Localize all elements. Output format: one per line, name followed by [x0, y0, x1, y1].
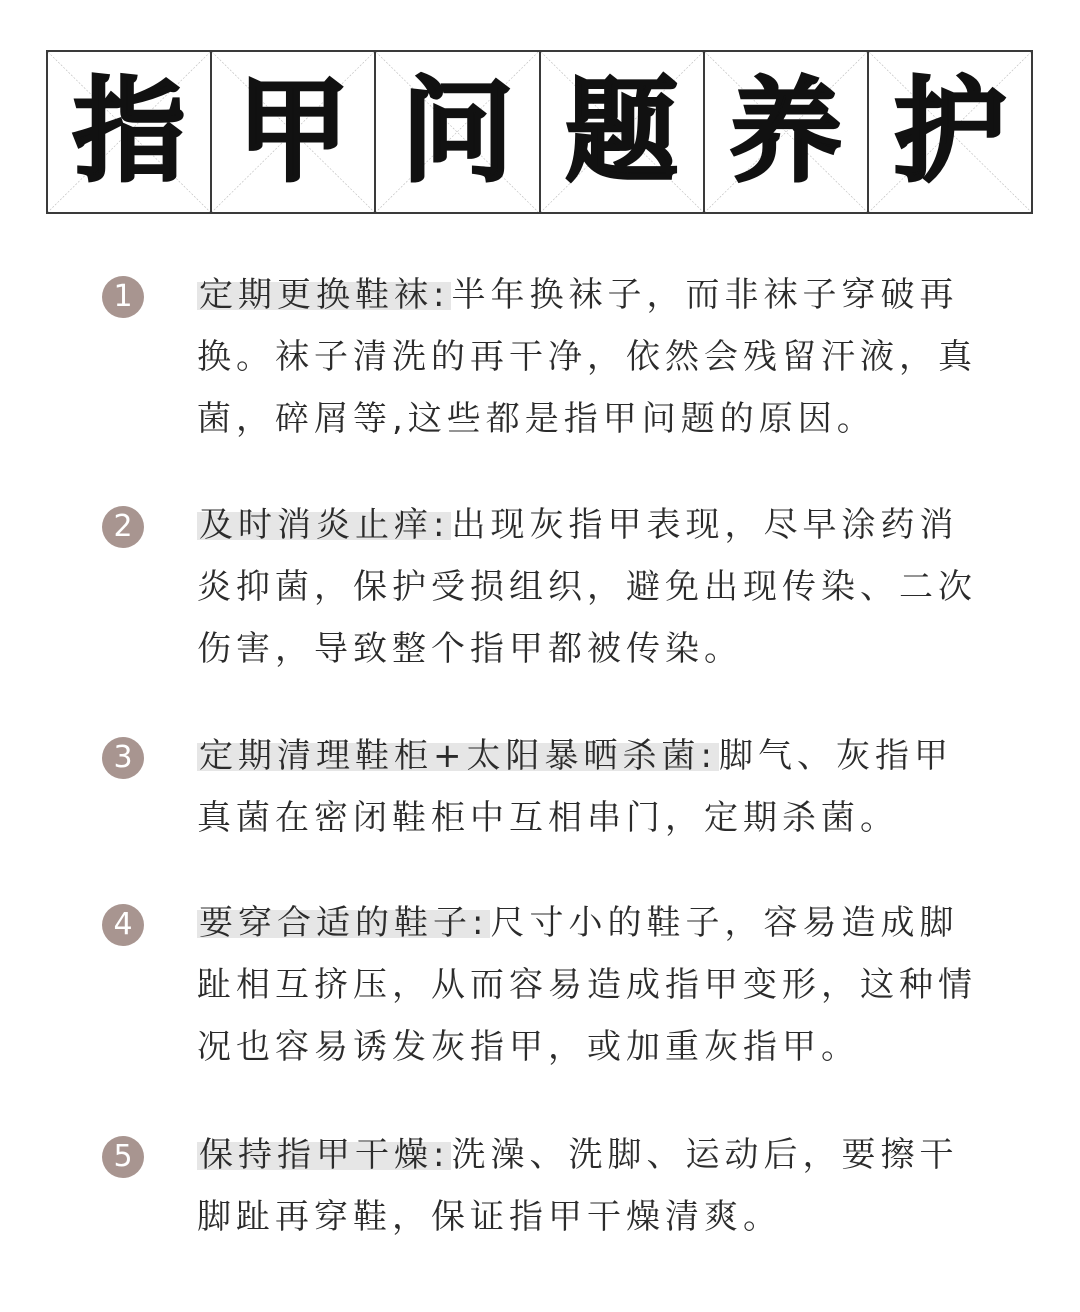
- title-cell-1: [48, 52, 212, 212]
- tip-body: 洗澡、洗脚、运动后，要擦干脚趾再穿鞋，保证指甲干燥清爽。: [197, 1135, 959, 1237]
- title-grid: [46, 50, 1033, 214]
- tip-heading: 及时消炎止痒:: [199, 505, 450, 545]
- title-char: 养: [729, 67, 842, 197]
- number-badge: 1: [102, 276, 144, 318]
- tip-heading: 定期清理鞋柜+太阳暴晒杀菌:: [199, 736, 717, 776]
- tip-text: [197, 725, 987, 849]
- tip-text: [197, 1124, 987, 1248]
- title-cell-4: [541, 52, 705, 212]
- tip-body: 半年换袜子，而非袜子穿破再换。袜子清洗的再干净，依然会残留汗液，真菌，碎屑等,这些都是指甲问题的原因。: [197, 275, 977, 439]
- tip-heading: 要穿合适的鞋子:: [199, 903, 489, 943]
- title-char: 题: [565, 67, 678, 197]
- title-char: 问: [401, 67, 514, 197]
- tip-text: [197, 494, 987, 680]
- tip-body: 尺寸小的鞋子，容易造成脚趾相互挤压，从而容易造成指甲变形，这种情况也容易诱发灰指甲，或加重灰指甲。: [197, 903, 977, 1067]
- tip-heading: 保持指甲干燥:: [199, 1135, 450, 1175]
- number-badge: 5: [102, 1136, 144, 1178]
- tip-body: 出现灰指甲表现，尽早涂药消炎抑菌，保护受损组织，避免出现传染、二次伤害，导致整个指甲都被传染。: [197, 505, 977, 669]
- title-cell-2: [212, 52, 376, 212]
- title-cell-6: [869, 52, 1031, 212]
- tip-text: [197, 264, 987, 450]
- number-badge: 2: [102, 506, 144, 548]
- number-badge: 3: [102, 737, 144, 779]
- title-char: 甲: [237, 67, 350, 197]
- title-char: 护: [893, 67, 1006, 197]
- title-char: 指: [73, 67, 186, 197]
- number-badge: 4: [102, 904, 144, 946]
- title-cell-5: [705, 52, 869, 212]
- tip-heading: 定期更换鞋袜:: [199, 275, 450, 315]
- tip-text: [197, 892, 987, 1078]
- tip-body: 脚气、灰指甲真菌在密闭鞋柜中互相串门，定期杀菌。: [197, 736, 953, 838]
- title-cell-3: [376, 52, 540, 212]
